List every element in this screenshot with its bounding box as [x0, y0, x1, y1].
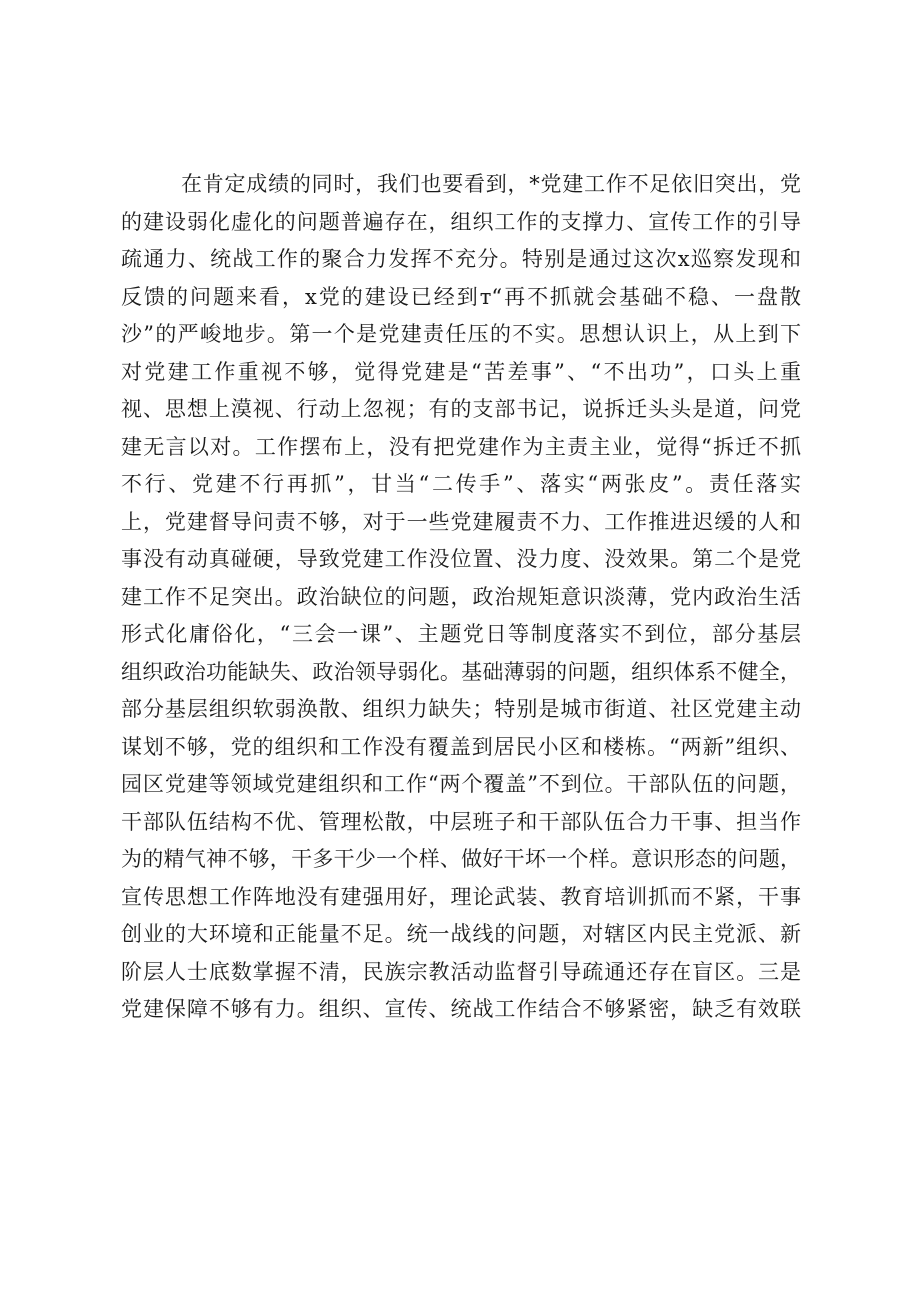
text-line: 反馈的问题来看，x党的建设已经到т“再不抓就会基础不稳、一盘散: [121, 284, 801, 309]
text-line: 组织政治功能缺失、政治领导弱化。基础薄弱的问题，组织体系不健全，: [121, 659, 801, 684]
text-line: 沙”的严峻地步。第一个是党建责任压的不实。思想认识上，从上到下: [121, 322, 801, 346]
body-paragraph: [121, 166, 801, 1029]
text-line: 不行、党建不行再抓”，甘当“二传手”、落实“两张皮”。责任落实: [121, 472, 801, 496]
text-line: 创业的大环境和正能量不足。统一战线的问题，对辖区内民主党派、新: [121, 922, 801, 946]
text-line: 党建保障不够有力。组织、宣传、统战工作结合不够紧密，缺乏有效联: [121, 997, 801, 1021]
text-line: 部分基层组织软弱涣散、组织力缺失；特别是城市街道、社区党建主动: [121, 697, 801, 721]
text-line: 的建设弱化虚化的问题普遍存在，组织工作的支撑力、宣传工作的引导: [121, 209, 801, 234]
text-line: 宣传思想工作阵地没有建强用好，理论武装、教育培训抓而不紧，干事: [121, 884, 801, 909]
text-line: 对党建工作重视不够，觉得党建是“苦差事”、“不出功”，口头上重: [121, 359, 801, 384]
text-line: 形式化庸俗化，“三会一课”、主题党日等制度落实不到位，部分基层: [121, 622, 801, 646]
text-line: 建工作不足突出。政治缺位的问题，政治规矩意识淡薄，党内政治生活: [121, 584, 801, 609]
text-line: 事没有动真碰硬，导致党建工作没位置、没力度、没效果。第二个是党: [121, 547, 801, 571]
text-line: 干部队伍结构不优、管理松散，中层班子和干部队伍合力干事、担当作: [121, 809, 801, 834]
text-line: 视、思想上漠视、行动上忽视；有的支部书记，说拆迁头头是道，问党: [121, 397, 801, 421]
text-line: 阶层人士底数掌握不清，民族宗教活动监督引导疏通还存在盲区。三是: [121, 959, 801, 984]
text-line: 为的精气神不够，干多干少一个样、做好干坏一个样。意识形态的问题，: [121, 847, 801, 871]
text-line: 上，党建督导问责不够，对于一些党建履责不力、工作推进迟缓的人和: [121, 509, 801, 534]
text-line: 在肯定成绩的同时，我们也要看到，*党建工作不足依旧突出，党: [181, 172, 801, 196]
text-line: 园区党建等领域党建组织和工作“两个覆盖”不到位。干部队伍的问题，: [121, 772, 801, 796]
text-line: 谋划不够，党的组织和工作没有覆盖到居民小区和楼栋。“两新”组织、: [121, 734, 801, 759]
text-line: 疏通力、统战工作的聚合力发挥不充分。特别是通过这次x巡察发现和: [121, 247, 801, 271]
text-line: 建无言以对。工作摆布上，没有把党建作为主责主业，觉得“拆迁不抓: [121, 434, 801, 459]
